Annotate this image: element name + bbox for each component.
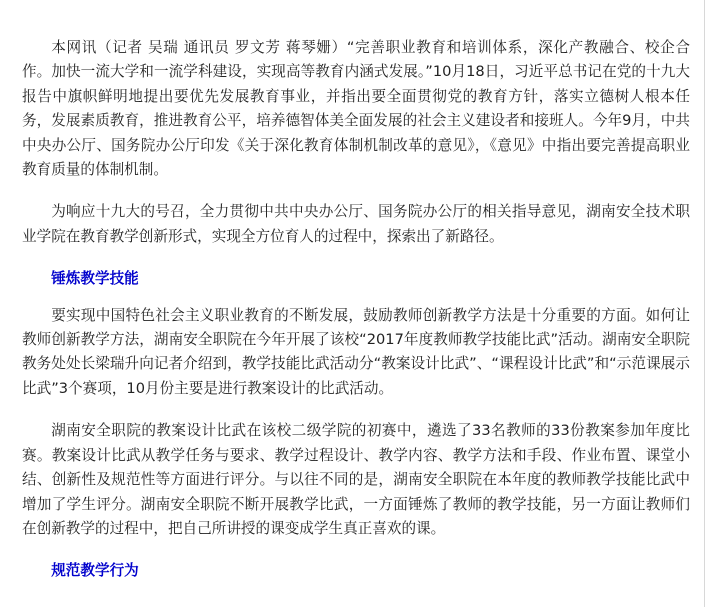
article-paragraph: 为响应十九大的号召，全力贯彻中共中央办公厅、国务院办公厅的相关指导意见，湖南安全技术职业学院在教育教学创新形式，实现全方位育人的过程中，探索出了新路径。 [22, 203, 690, 245]
section-heading-teaching-conduct: 规范教学行为 [51, 562, 139, 580]
section-heading-teaching-skills: 锤炼教学技能 [51, 270, 139, 288]
article-paragraph: 要实现中国特色社会主义职业教育的不断发展，鼓励教师创新教学方法是十分重要的方面。如何让教师创新教学方法，湖南安全职院在今年开展了该校“2017年度教师教学技能比武”活动。湖南安全职院教务处处长梁瑞升向记者介绍到，教学技能比武活动分“教案设计比武”、“课程设计比武”和“示范课展示比武”3个赛项，10月份主要是进行教案设计的比武活动。 [22, 306, 690, 397]
article-paragraph: 湖南安全职院的教案设计比武在该校二级学院的初赛中，遴选了33名教师的33份教案参加年度比赛。教案设计比武从教学任务与要求、教学过程设计、教学内容、教学方法和手段、作业布置、课堂小结、创新性及规范性等方面进行评分。与以往不同的是，湖南安全职院在本年度的教师教学技能比武中增加了学生评分。湖南安全职院不断开展教学比武，一方面锤炼了教师的教学技能，另一方面让教师们在创新教学的过程中，把自己所讲授的课变成学生真正喜欢的课。 [22, 422, 690, 537]
article-paragraph: 本网讯（记者 吴瑞 通讯员 罗文芳 蒋琴姗）“完善职业教育和培训体系，深化产教融合、校企合作。加快一流大学和一流学科建设，实现高等教育内涵式发展。”10月18日，习近平总书记在党的十九大报告中旗帜鲜明地提出要优先发展教育事业，并指出要全面贯彻党的教育方针，落实立德树人根本任务，发展素质教育，推进教育公平，培养德智体美全面发展的社会主义建设者和接班人。今年9月，中共中央办公厅、国务院办公厅印发《关于深化教育体制机制改革的意见》，《意见》中指出要完善提高职业教育质量的体制机制。 [22, 39, 690, 179]
